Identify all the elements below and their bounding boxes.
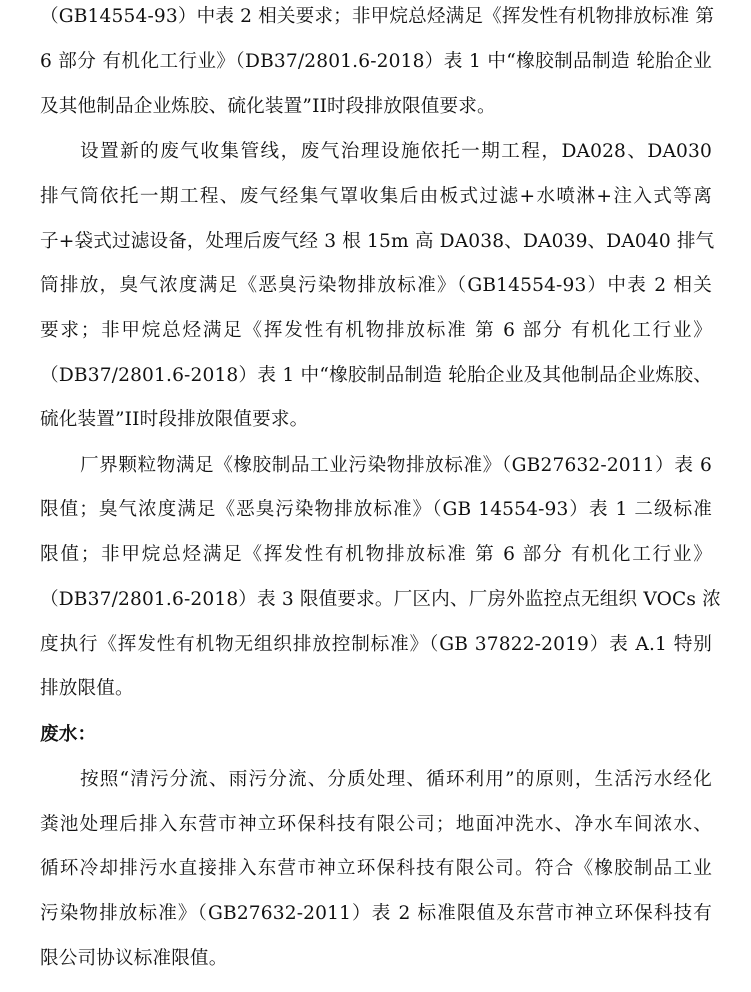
paragraph-3-line-2: 限值；臭气浓度满足《恶臭污染物排放标准》（GB 14554-93）表 1 二级标准 [40,499,712,520]
paragraph-2-line-6: （DB37/2801.6-2018）表 1 中“橡胶制品制造 轮胎企业及其他制品企业炼胶、 [40,365,712,386]
paragraph-4-line-2: 粪池处理后排入东营市神立环保科技有限公司；地面冲洗水、净水车间浓水、 [40,814,712,835]
paragraph-2-line-4: 筒排放，臭气浓度满足《恶臭污染物排放标准》（GB14554-93）中表 2 相关 [40,275,712,296]
paragraph-1-line-1: （GB14554-93）中表 2 相关要求；非甲烷总烃满足《挥发性有机物排放标准 第 [40,6,715,27]
paragraph-3-line-5: 度执行《挥发性有机物无组织排放控制标准》（GB 37822-2019）表 A.1 特别 [40,634,712,655]
paragraph-2-line-5: 要求；非甲烷总烃满足《挥发性有机物排放标准 第 6 部分 有机化工行业》 [40,320,712,341]
paragraph-2-line-3: 子+袋式过滤设备，处理后废气经 3 根 15m 高 DA038、DA039、DA040 排气 [40,231,715,252]
paragraph-3-line-6: 排放限值。 [40,678,134,699]
paragraph-3-line-1: 厂界颗粒物满足《橡胶制品工业污染物排放标准》（GB27632-2011）表 6 [80,455,712,476]
paragraph-4-line-3: 循环冷却排污水直接排入东营市神立环保科技有限公司。符合《橡胶制品工业 [40,858,712,879]
paragraph-4-line-4: 污染物排放标准》（GB27632-2011）表 2 标准限值及东营市神立环保科技有 [40,903,712,924]
paragraph-3-line-3: 限值；非甲烷总烃满足《挥发性有机物排放标准 第 6 部分 有机化工行业》 [40,544,712,565]
paragraph-4-line-1: 按照“清污分流、雨污分流、分质处理、循环利用”的原则，生活污水经化 [80,769,712,790]
paragraph-2-line-1: 设置新的废气收集管线，废气治理设施依托一期工程，DA028、DA030 [80,141,712,162]
section-heading-wastewater: 废水： [40,724,97,745]
paragraph-1-line-3: 及其他制品企业炼胶、硫化装置”II时段排放限值要求。 [40,96,496,117]
paragraph-2-line-7: 硫化装置”II时段排放限值要求。 [40,409,309,430]
paragraph-1-line-2: 6 部分 有机化工行业》（DB37/2801.6-2018）表 1 中“橡胶制品制造 轮胎企业 [40,51,712,72]
paragraph-4-line-5: 限公司协议标准限值。 [40,948,228,969]
paragraph-3-line-4: （DB37/2801.6-2018）表 3 限值要求。厂区内、厂房外监控点无组织 VOCs 浓 [40,589,721,610]
paragraph-2-line-2: 排气筒依托一期工程、废气经集气罩收集后由板式过滤+水喷淋+注入式等离 [40,186,712,207]
